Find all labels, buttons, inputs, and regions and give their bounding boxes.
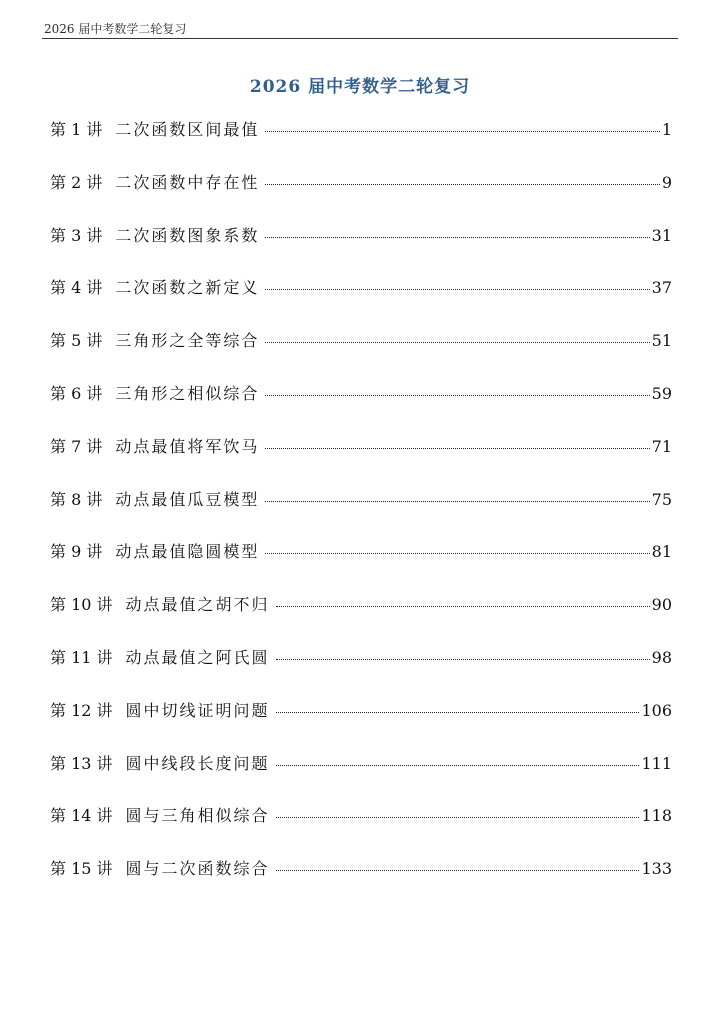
toc-lecture-number: 第 2 讲 (50, 172, 103, 192)
toc-dot-leader (265, 131, 659, 132)
toc-dot-leader (265, 237, 649, 238)
toc-page-number: 1 (661, 120, 672, 139)
toc-entry-title: 圆中线段长度问题 (125, 753, 270, 773)
toc-page-number: 118 (641, 806, 672, 826)
toc-entry[interactable] (50, 592, 672, 645)
toc-lecture-number: 第 10 讲 (50, 595, 113, 615)
toc-lecture-number: 第 14 讲 (50, 806, 113, 826)
toc-page-number: 106 (641, 700, 672, 720)
toc-page-number: 98 (651, 647, 672, 667)
toc-dot-leader (265, 342, 649, 343)
toc-dot-leader (276, 606, 650, 607)
toc-page-number: 133 (641, 859, 672, 879)
toc-entry-title: 二次函数之新定义 (115, 278, 260, 298)
toc-lecture-number: 第 7 讲 (50, 436, 103, 456)
toc-lecture-number: 第 15 讲 (50, 859, 113, 879)
toc-dot-leader (265, 289, 649, 290)
toc-entry[interactable] (50, 381, 672, 434)
toc-page-number: 81 (651, 542, 672, 562)
toc-page-number: 111 (641, 753, 672, 773)
toc-dot-leader (265, 501, 649, 502)
toc-entry[interactable] (50, 170, 672, 223)
toc-dot-leader (276, 712, 640, 713)
running-header (42, 16, 678, 39)
toc-dot-leader (265, 395, 649, 396)
toc-lecture-number: 第 5 讲 (50, 331, 103, 351)
toc-entry-title: 二次函数区间最值 (115, 120, 260, 139)
toc-lecture-number: 第 3 讲 (50, 225, 103, 245)
toc-dot-leader (276, 765, 640, 766)
toc-entry-title: 二次函数中存在性 (115, 172, 260, 192)
toc-dot-leader (265, 184, 659, 185)
toc-entry[interactable] (50, 539, 672, 592)
toc-page-number: 71 (651, 436, 672, 456)
toc-entry-title: 动点最值之阿氏圆 (125, 647, 270, 667)
toc-entry[interactable] (50, 487, 672, 540)
toc-entry-title: 动点最值瓜豆模型 (115, 489, 260, 509)
toc-entry[interactable] (50, 698, 672, 751)
toc-entry-title: 动点最值隐圆模型 (115, 542, 260, 562)
toc-entry[interactable] (50, 645, 672, 698)
toc-entry[interactable] (50, 856, 672, 909)
toc-lecture-number: 第 6 讲 (50, 383, 103, 403)
toc-page-number: 90 (651, 595, 672, 615)
toc-dot-leader (276, 870, 640, 871)
toc-entry-title: 圆中切线证明问题 (125, 700, 270, 720)
toc-dot-leader (265, 448, 649, 449)
toc-lecture-number: 第 9 讲 (50, 542, 103, 562)
toc-entry-title: 二次函数图象系数 (115, 225, 260, 245)
document-title: 2026 届中考数学二轮复习 (249, 77, 471, 97)
toc-lecture-number: 第 1 讲 (50, 120, 103, 139)
toc-entry-title: 三角形之相似综合 (115, 383, 260, 403)
toc-page-number: 37 (651, 278, 672, 298)
toc-entry[interactable] (50, 223, 672, 276)
table-of-contents (50, 117, 672, 909)
toc-entry-title: 动点最值之胡不归 (125, 595, 270, 615)
toc-entry[interactable] (50, 117, 672, 170)
toc-entry-title: 圆与二次函数综合 (125, 859, 270, 879)
toc-lecture-number: 第 13 讲 (50, 753, 113, 773)
toc-entry[interactable] (50, 803, 672, 856)
toc-dot-leader (276, 817, 640, 818)
toc-lecture-number: 第 12 讲 (50, 700, 113, 720)
toc-entry-title: 三角形之全等综合 (115, 331, 260, 351)
toc-lecture-number: 第 4 讲 (50, 278, 103, 298)
toc-entry-title: 圆与三角相似综合 (125, 806, 270, 826)
toc-entry-title: 动点最值将军饮马 (115, 436, 260, 456)
toc-lecture-number: 第 8 讲 (50, 489, 103, 509)
toc-dot-leader (276, 659, 650, 660)
toc-dot-leader (265, 553, 649, 554)
toc-page-number: 9 (661, 172, 672, 192)
toc-page-number: 31 (651, 225, 672, 245)
toc-page-number: 51 (651, 331, 672, 351)
toc-entry[interactable] (50, 434, 672, 487)
toc-page-number: 59 (651, 383, 672, 403)
toc-entry[interactable] (50, 328, 672, 381)
toc-lecture-number: 第 11 讲 (50, 647, 113, 667)
toc-page-number: 75 (651, 489, 672, 509)
toc-entry[interactable] (50, 751, 672, 804)
running-header-text: 2026 届中考数学二轮复习 (44, 22, 187, 36)
toc-entry[interactable] (50, 275, 672, 328)
